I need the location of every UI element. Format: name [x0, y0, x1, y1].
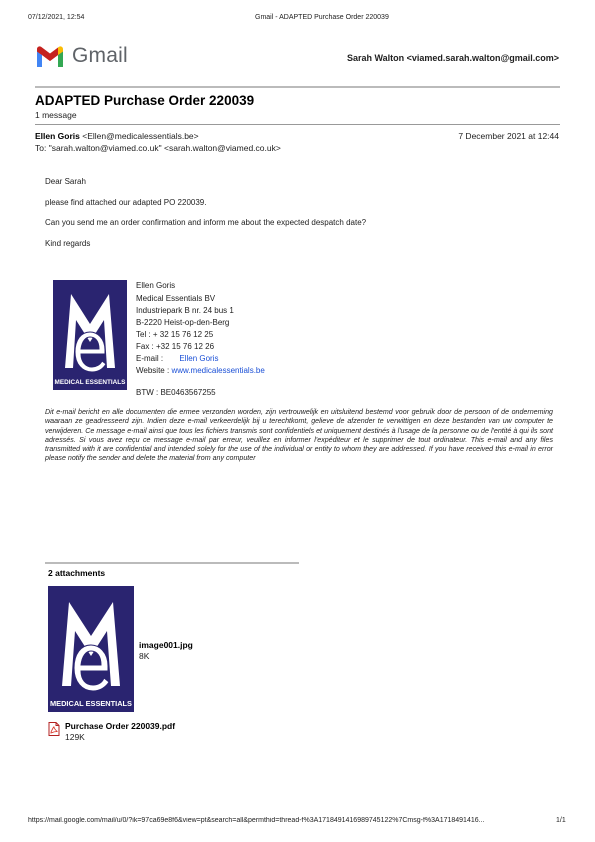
message-divider: [35, 124, 560, 125]
signature-email-link[interactable]: Ellen Goris: [179, 354, 219, 363]
attachments-title: 2 attachments: [48, 568, 106, 578]
medical-essentials-logo: [53, 280, 127, 390]
pdf-icon: [48, 722, 60, 736]
signature-company: Medical Essentials BV: [136, 294, 216, 303]
signature-website-label: Website :: [136, 366, 170, 375]
account-label: Sarah Walton <viamed.sarah.walton@gmail.com>: [346, 53, 559, 63]
print-datetime: 07/12/2021, 12:54: [28, 14, 85, 21]
sender-email: <Ellen@medicalessentials.be>: [82, 131, 199, 141]
signature-name: Ellen Goris: [136, 281, 176, 290]
logo-caption: MEDICAL ESSENTIALS: [54, 379, 126, 386]
attachment-name[interactable]: Purchase Order 220039.pdf: [65, 721, 176, 731]
body-line: please find attached our adapted PO 220039.: [45, 198, 207, 207]
legal-disclaimer: Dit e-mail bericht en alle documenten die ermee verzonden worden, zijn vertrouwelijk en uitsluitend bestemd voor gebruik door de persoon of de onderneming waaraan ze geadresseerd zijn. Indien deze e-mail verkeerdelijk bij u terechtkomt, gelieve de afzender te verwittigen en deze bestanden van uw computer te verwijderen. Ce message e-mail ainsi que tous les fichiers transmis sont confidentiels et uniquement destinés à l'usage de la personne ou de l'entité à qui ils sont adressés. Si vous avez reçu ce message e-mail par erreur, veuillez en informer l'expéditeur et le supprimer de tout ordinateur. This e-mail and any files transmitted with it are confidential and intended solely for the use of the individual or entity to whom they are addressed. If you have received this e-mail in error please notify the sender and delete the material from any computer: [45, 408, 553, 463]
recipients: To: "sarah.walton@viamed.co.uk" <sarah.walton@viamed.co.uk>: [35, 143, 281, 153]
signature-tel: Tel : + 32 15 76 12 25: [136, 330, 214, 339]
sender: [35, 131, 199, 141]
signature-fax: Fax : +32 15 76 12 26: [136, 342, 215, 351]
sender-name: Ellen Goris: [35, 131, 80, 141]
thread-subject: ADAPTED Purchase Order 220039: [35, 93, 255, 108]
print-title: Gmail - ADAPTED Purchase Order 220039: [255, 14, 389, 21]
attachments-divider: [45, 562, 299, 564]
print-footer-url: https://mail.google.com/mail/u/0/?ik=97ca69e8f6&view=pt&search=all&permthid=thread-f%3A1718491416989745122%7Cmsg-f%3A1718491416...: [28, 817, 485, 824]
body-line: Can you send me an order confirmation and inform me about the expected despatch date?: [45, 218, 367, 227]
signature-address: Industriepark B nr. 24 bus 1: [136, 306, 234, 315]
signature-email-label: E-mail :: [136, 354, 164, 363]
attachment-size: 8K: [139, 651, 150, 661]
signature-email: [136, 354, 218, 363]
header-divider: [35, 86, 560, 88]
message-count: 1 message: [35, 110, 77, 120]
signature-btw: BTW : BE0463567255: [136, 388, 216, 397]
message-date: 7 December 2021 at 12:44: [458, 131, 559, 141]
signature-website-link[interactable]: www.medicalessentials.be: [171, 366, 265, 375]
attachment-name[interactable]: image001.jpg: [139, 640, 193, 650]
page-number: 1/1: [556, 817, 566, 824]
gmail-wordmark: Gmail: [72, 44, 128, 67]
attachment-thumbnail[interactable]: [48, 586, 134, 712]
signature-address: B-2220 Heist-op-den-Berg: [136, 318, 230, 327]
body-closing: Kind regards: [45, 239, 91, 248]
thumbnail-caption: MEDICAL ESSENTIALS: [50, 699, 132, 708]
body-greeting: Dear Sarah: [45, 177, 86, 186]
gmail-logo-icon: [35, 45, 65, 67]
attachment-size: 129K: [65, 732, 85, 742]
signature-website: [136, 366, 265, 375]
